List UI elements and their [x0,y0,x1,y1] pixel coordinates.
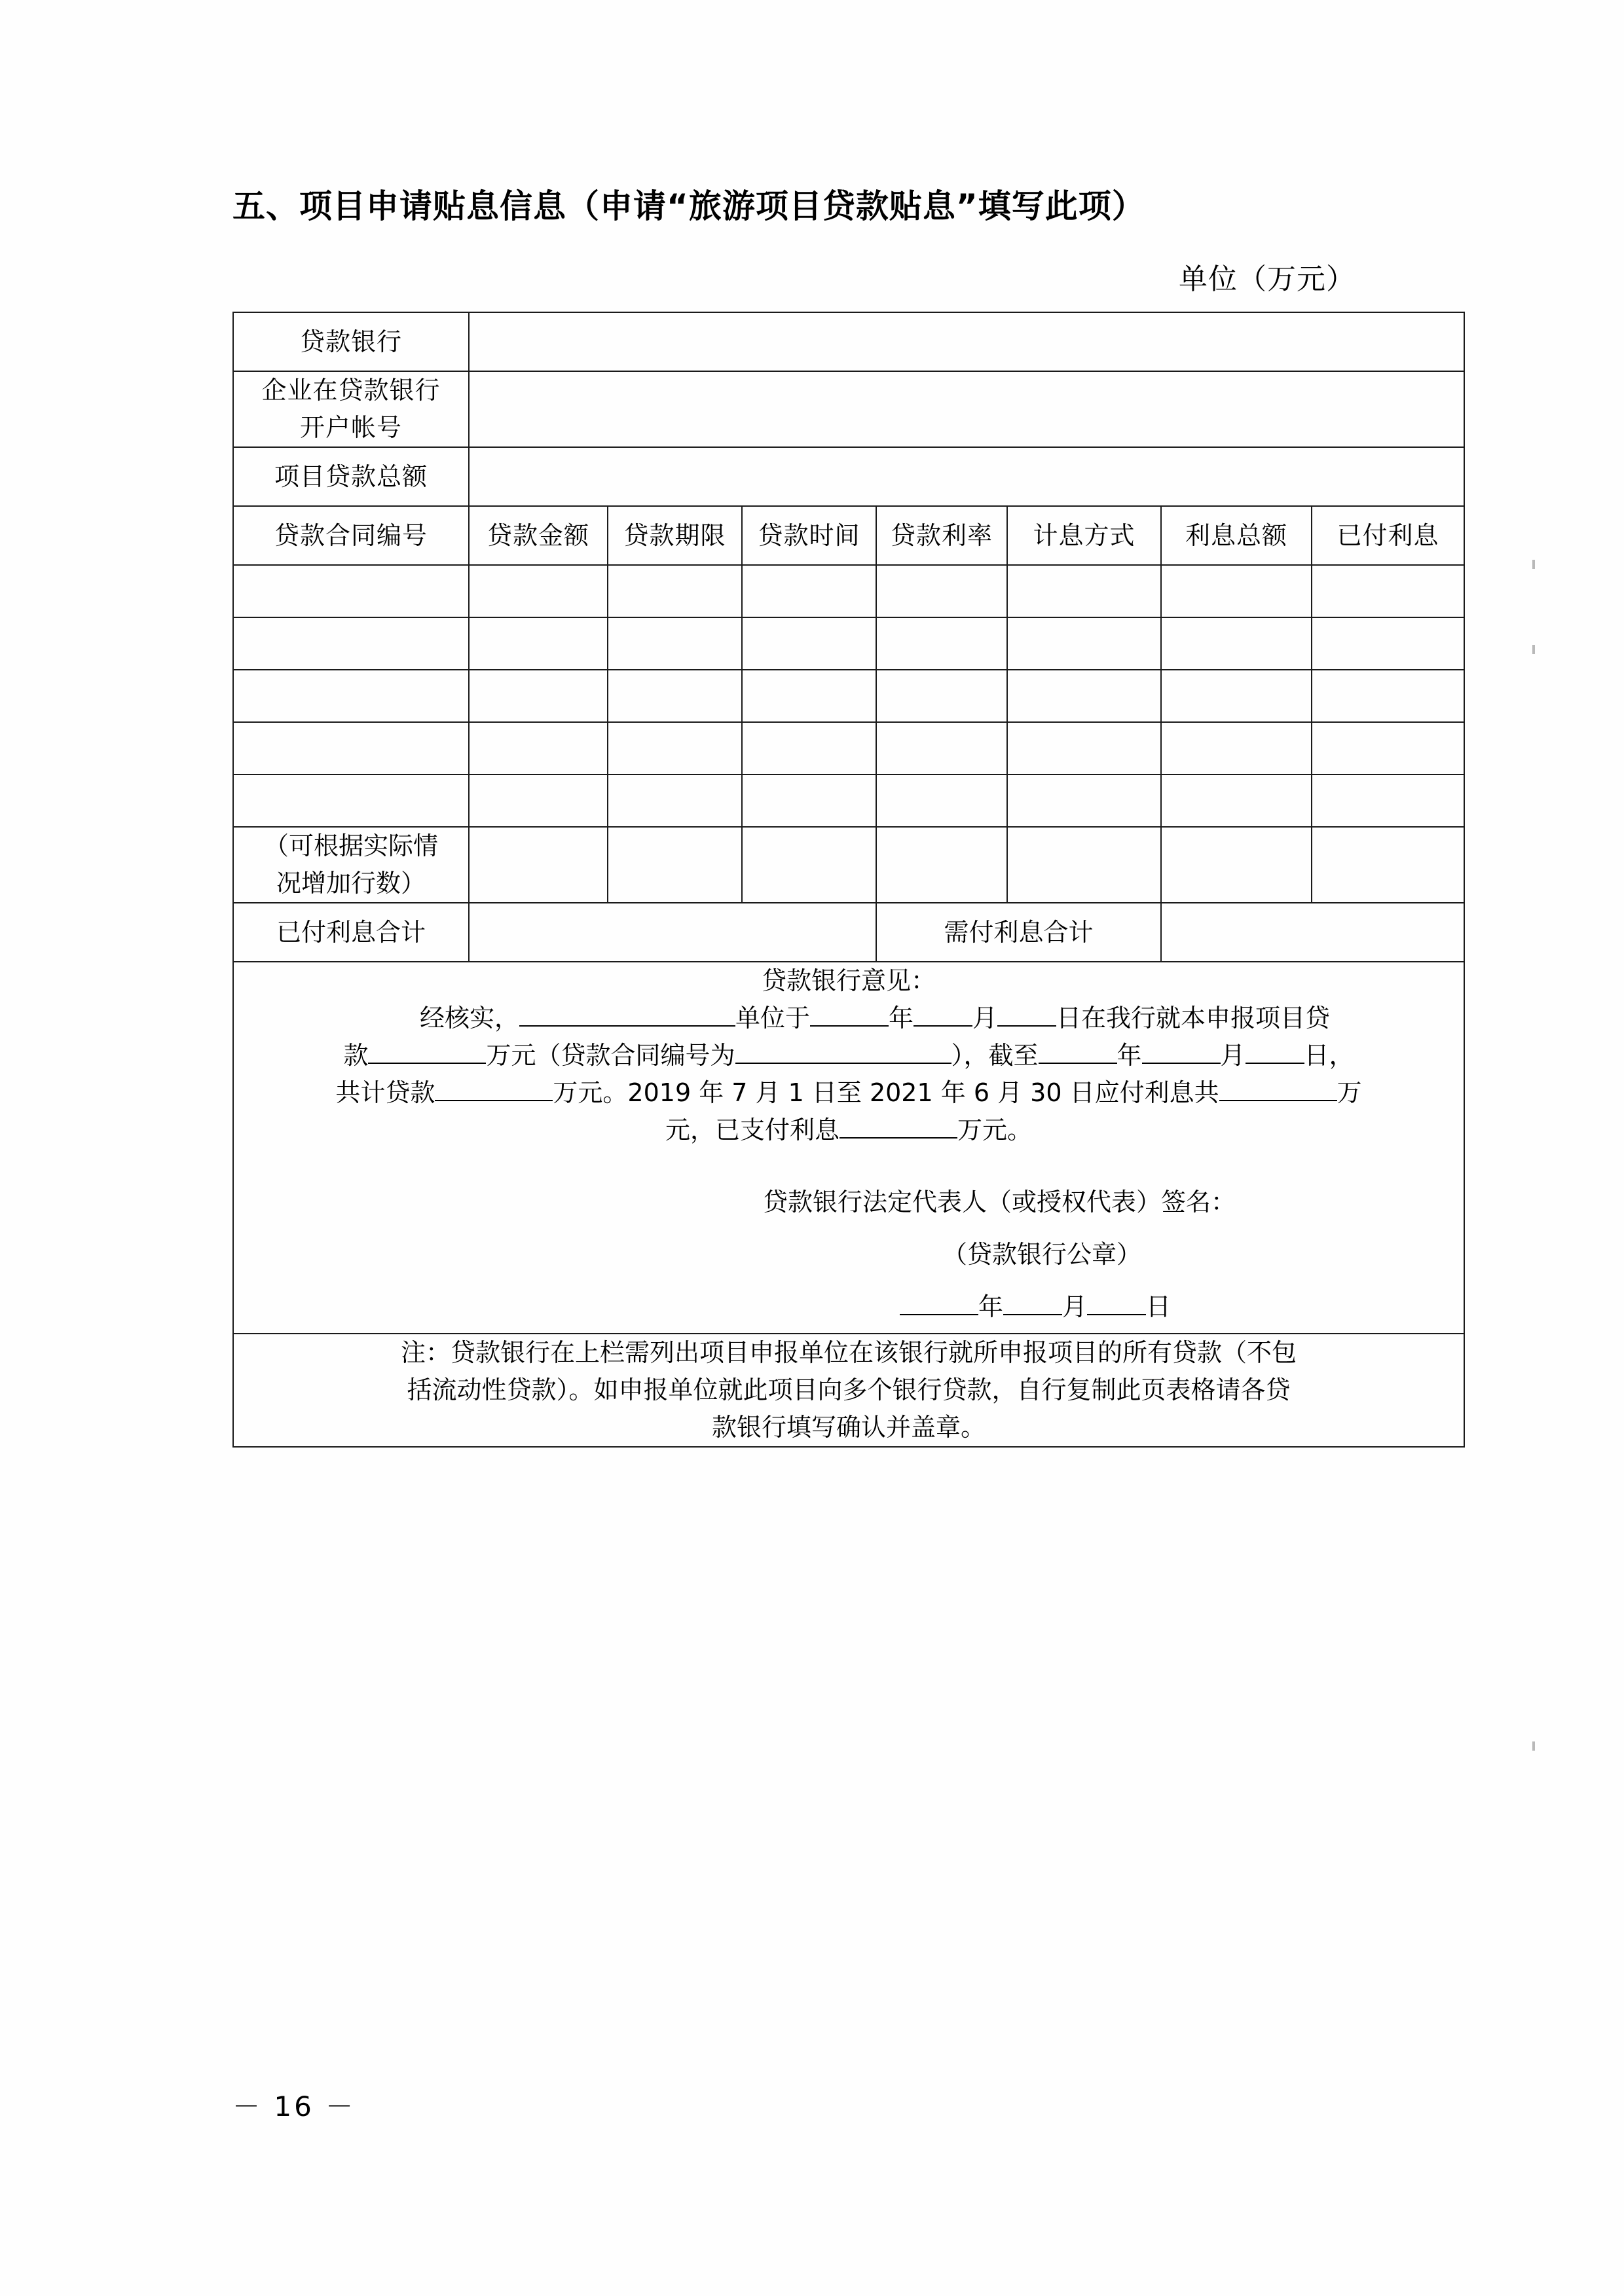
cell-amount[interactable] [469,827,608,903]
cell-rate[interactable] [876,565,1007,617]
table-row [233,670,1464,722]
field-total-loan[interactable] [469,447,1464,506]
sign-month-label: 月 [1062,1292,1088,1321]
label-loan-bank: 贷款银行 [233,312,469,371]
cell-paid-interest[interactable] [1312,565,1464,617]
blank-sign-year[interactable] [900,1314,978,1315]
table-row [233,447,1464,506]
signature-line-date [535,1281,1464,1334]
column-header-paid-interest: 已付利息 [1312,506,1464,565]
section-heading: 五、项目申请贴息信息（申请“旅游项目贷款贴息”填写此项） [232,187,1145,225]
opinion-p1-d: 月 [972,1004,998,1032]
cell-rate[interactable] [876,722,1007,774]
cell-paid-interest[interactable] [1312,617,1464,670]
label-due-interest-total: 需付利息合计 [876,903,1161,962]
table-footnote-row [233,1334,1464,1447]
opinion-p2-d: 年 [1116,1041,1142,1070]
blank-total-loan[interactable] [435,1100,553,1101]
cell-date[interactable] [742,670,876,722]
cell-term[interactable] [608,617,742,670]
signature-line-seal: （贷款银行公章） [942,1239,1142,1269]
cell-contract-no[interactable] [233,565,469,617]
label-account-no [233,371,469,447]
cell-paid-interest[interactable] [1312,722,1464,774]
cell-term[interactable] [608,565,742,617]
blank-interest-paid[interactable] [840,1137,957,1139]
cell-date[interactable] [742,774,876,827]
opinion-paragraph-1 [234,1000,1464,1037]
cell-date[interactable] [742,565,876,617]
column-header-interest-method: 计息方式 [1007,506,1161,565]
unit-label: 单位（万元） [1179,263,1356,296]
cell-paid-interest[interactable] [1312,670,1464,722]
opinion-p2-f: 日， [1304,1041,1354,1070]
blank-loan-amount[interactable] [368,1063,486,1064]
cell-term[interactable] [608,774,742,827]
sign-year-label: 年 [978,1292,1003,1321]
label-account-no-line1: 企业在贷款银行 [261,376,441,405]
cell-rate[interactable] [876,774,1007,827]
cell-amount[interactable] [469,670,608,722]
label-total-loan: 项目贷款总额 [233,447,469,506]
cell-contract-no[interactable] [233,617,469,670]
column-header-date: 贷款时间 [742,506,876,565]
column-header-total-interest: 利息总额 [1161,506,1312,565]
opinion-p1-a: 经核实， [419,1004,519,1032]
cell-paid-interest[interactable] [1312,774,1464,827]
column-header-term: 贷款期限 [608,506,742,565]
page-number: － 16 － [232,2090,356,2123]
label-paid-interest-total: 已付利息合计 [233,903,469,962]
scan-mark [1532,1741,1535,1751]
opinion-p3-c: 万 [1337,1078,1362,1107]
blank-sign-month[interactable] [1003,1314,1062,1315]
table-opinion-row [233,962,1464,1334]
cell-amount[interactable] [469,565,608,617]
cell-term[interactable] [608,722,742,774]
cell-rate[interactable] [876,670,1007,722]
blank-month-2[interactable] [1142,1063,1221,1064]
opinion-p3-a: 共计贷款 [335,1078,435,1107]
cell-date[interactable] [742,827,876,903]
cell-rate[interactable] [876,827,1007,903]
table-row [233,722,1464,774]
cell-amount[interactable] [469,722,608,774]
blank-year[interactable] [810,1025,889,1027]
label-account-no-line2: 开户帐号 [299,413,402,442]
cell-interest-method[interactable] [1007,774,1161,827]
opinion-p2-b: 万元（贷款合同编号为 [486,1041,735,1070]
signature-block [234,1176,1464,1333]
opinion-p4-a: 元，已支付利息 [665,1116,840,1144]
table-row [233,312,1464,371]
field-paid-interest-total[interactable] [469,903,876,962]
blank-interest-due[interactable] [1219,1100,1337,1101]
cell-contract-no[interactable] [233,774,469,827]
cell-contract-no[interactable] [233,722,469,774]
cell-interest-method[interactable] [1007,617,1161,670]
cell-amount[interactable] [469,617,608,670]
cell-term[interactable] [608,670,742,722]
loan-subsidy-table [232,312,1465,1448]
cell-rate[interactable] [876,617,1007,670]
cell-total-interest[interactable] [1161,774,1312,827]
opinion-p1-c: 年 [889,1004,914,1032]
document-content [232,183,1477,1448]
cell-term[interactable] [608,827,742,903]
cell-total-interest[interactable] [1161,722,1312,774]
column-header-amount: 贷款金额 [469,506,608,565]
column-header-contract-no: 贷款合同编号 [233,506,469,565]
blank-day[interactable] [997,1025,1056,1027]
opinion-p3-b: 万元。2019 年 7 月 1 日至 2021 年 6 月 30 日应付利息共 [553,1078,1219,1107]
label-add-rows-note-line2: 况增加行数） [276,869,426,898]
footnote-line-2: 括流动性贷款）。如申报单位就此项目向多个银行贷款，自行复制此页表格请各贷 [407,1376,1291,1405]
cell-interest-method[interactable] [1007,670,1161,722]
cell-paid-interest[interactable] [1312,827,1464,903]
table-summary-row [233,903,1464,962]
field-loan-bank[interactable] [469,312,1464,371]
column-header-rate: 贷款利率 [876,506,1007,565]
label-add-rows-note-line1: （可根据实际情 [263,831,438,860]
scan-mark [1532,560,1535,569]
cell-total-interest[interactable] [1161,617,1312,670]
signature-line-representative: 贷款银行法定代表人（或授权代表）签名： [763,1188,1236,1216]
cell-total-interest[interactable] [1161,670,1312,722]
loan-bank-opinion-block [233,962,1464,1334]
opinion-paragraph-4 [234,1112,1464,1149]
table-row-addable-note [233,827,1464,903]
blank-unit-name[interactable] [519,1025,735,1027]
footnote-line-1: 注：贷款银行在上栏需列出项目申报单位在该银行就所申报项目的所有贷款（不包 [401,1338,1297,1368]
blank-day-2[interactable] [1246,1063,1304,1064]
table-row [233,371,1464,447]
opinion-p4-b: 万元。 [957,1116,1033,1144]
blank-contract-no[interactable] [735,1063,951,1064]
footnote-block [233,1334,1464,1447]
opinion-p2-c: ），截至 [951,1041,1039,1070]
table-header-row [233,506,1464,565]
cell-contract-no[interactable] [233,670,469,722]
blank-year-2[interactable] [1039,1063,1117,1064]
label-add-rows-note [233,827,469,903]
table-row [233,617,1464,670]
sign-day-label: 日 [1146,1292,1172,1321]
footnote-line-3: 款银行填写确认并盖章。 [712,1413,986,1442]
opinion-paragraph-2 [234,1037,1464,1074]
opinion-paragraph-3 [234,1074,1464,1112]
opinion-p2-e: 月 [1220,1041,1246,1070]
cell-date[interactable] [742,722,876,774]
blank-month[interactable] [913,1025,972,1027]
opinion-p2-a: 款 [343,1041,369,1070]
opinion-p1-e: 日在我行就本申报项目贷 [1056,1004,1331,1032]
cell-amount[interactable] [469,774,608,827]
cell-total-interest[interactable] [1161,827,1312,903]
opinion-p1-b: 单位于 [735,1004,810,1032]
field-account-no[interactable] [469,371,1464,447]
blank-sign-day[interactable] [1087,1314,1146,1315]
cell-total-interest[interactable] [1161,565,1312,617]
cell-interest-method[interactable] [1007,722,1161,774]
table-row [233,565,1464,617]
field-due-interest-total[interactable] [1161,903,1464,962]
table-row [233,774,1464,827]
cell-date[interactable] [742,617,876,670]
cell-interest-method[interactable] [1007,827,1161,903]
scan-mark [1532,645,1535,654]
opinion-title: 贷款银行意见： [762,966,936,995]
cell-interest-method[interactable] [1007,565,1161,617]
